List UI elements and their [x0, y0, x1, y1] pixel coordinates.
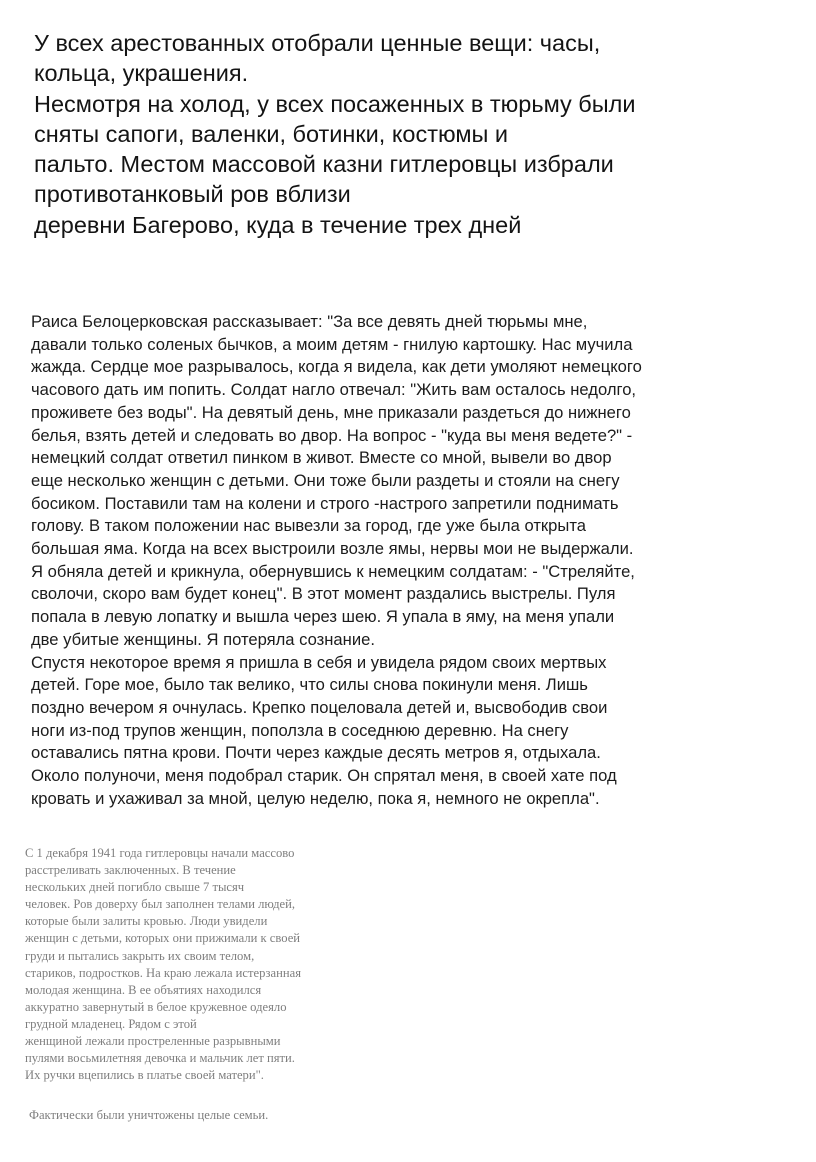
text-line: кровать и ухаживал за мной, целую неделю, пока я, немного не окрепла".	[31, 788, 600, 808]
text-line: поздно вечером я очнулась. Крепко поцеловала детей и, высвободив свои	[31, 697, 608, 717]
text-line: Около полуночи, меня подобрал старик. Он спрятал меня, в своей хате под	[31, 766, 617, 786]
text-line: проживете без воды". На девятый день, мне приказали раздеться до нижнего	[31, 402, 631, 422]
text-line: женщин с детьми, которых они прижимали к своей	[25, 931, 301, 946]
text-line: сняты сапоги, валенки, ботинки, костюмы и	[34, 120, 509, 147]
text-line: ноги из-под трупов женщин, поползла в соседнюю деревню. На снегу	[31, 720, 569, 740]
text-line: белья, взять детей и следовать во двор. На вопрос - "куда вы меня ведете?" -	[31, 425, 633, 445]
top-paragraph	[34, 28, 635, 240]
text-line: расстреливать заключенных. В течение	[25, 863, 236, 878]
text-line: детей. Горе мое, было так велико, что силы снова покинули меня. Лишь	[31, 675, 588, 695]
text-line: жажда. Сердце мое разрывалось, когда я видела, как дети умоляют немецкого	[31, 357, 642, 377]
text-line: Фактически были уничтожены целые семьи.	[29, 1108, 269, 1122]
text-line: две убитые женщины. Я потеряла сознание.	[31, 629, 375, 649]
text-line: пулями восьмилетняя девочка и мальчик лет пяти.	[25, 1051, 295, 1066]
text-line: кольца, украшения.	[34, 60, 249, 87]
text-line: большая яма. Когда на всех выстроили возле ямы, нервы мои не выдержали.	[31, 539, 634, 559]
text-line: которые были залиты кровью. Люди увидели	[25, 914, 268, 929]
text-line: голову. В таком положении нас вывезли за город, где уже была открыта	[31, 516, 586, 536]
text-line: женщиной лежали простреленные разрывными	[25, 1034, 281, 1049]
text-line: Их ручки вцепились в платье своей матери".	[25, 1068, 264, 1083]
text-line: Несмотря на холод, у всех посаженных в тюрьму были	[34, 90, 636, 117]
text-line: сволочи, скоро вам будет конец". В этот момент раздались выстрелы. Пуля	[31, 584, 616, 604]
text-line: У всех арестованных отобрали ценные вещи: часы,	[34, 30, 601, 56]
text-line: нескольких дней погибло свыше 7 тысяч	[25, 880, 245, 895]
text-line: давали только соленых бычков, а моим детям - гнилую картошку. Нас мучила	[31, 334, 633, 354]
text-line: С 1 декабря 1941 года гитлеровцы начали массово	[25, 846, 295, 860]
text-line: пальто. Местом массовой казни гитлеровцы избрали	[34, 151, 614, 178]
text-line: еще несколько женщин с детьми. Они тоже были раздеты и стояли на снегу	[31, 470, 620, 490]
grey-final-line	[29, 1107, 268, 1124]
text-line: попала в левую лопатку и вышла через шею. Я упала в яму, на меня упали	[31, 607, 615, 627]
text-line: человек. Ров доверху был заполнен телами людей,	[25, 897, 296, 912]
text-line: Спустя некоторое время я пришла в себя и увидела рядом своих мертвых	[31, 652, 607, 672]
text-line: Раиса Белоцерковская рассказывает: "За все девять дней тюрьмы мне,	[31, 312, 588, 331]
text-line: стариков, подростков. На краю лежала истерзанная	[25, 965, 301, 980]
testimony-paragraph	[31, 311, 642, 810]
text-line: груди и пытались закрыть их своим телом,	[25, 948, 255, 963]
text-line: босиком. Поставили там на колени и строго -настрого запретили поднимать	[31, 493, 619, 513]
text-line: Я обняла детей и крикнула, обернувшись к немецким солдатам: - "Стреляйте,	[31, 561, 635, 581]
text-line: аккуратно завернутый в белое кружевное одеяло	[25, 999, 287, 1014]
text-line: деревни Багерово, куда в течение трех дней	[34, 211, 522, 238]
text-line: грудной младенец. Рядом с этой	[25, 1016, 197, 1031]
text-line: часового дать им попить. Солдат нагло отвечал: "Жить вам осталось недолго,	[31, 380, 637, 400]
text-line: оставались пятна крови. Почти через каждые десять метров я, отдыхала.	[31, 743, 601, 763]
grey-paragraph	[25, 845, 301, 1084]
text-line: противотанковый ров вблизи	[34, 181, 351, 208]
text-line: молодая женщина. В ее объятиях находился	[25, 982, 262, 997]
text-line: немецкий солдат ответил пинком в живот. Вместе со мной, вывели во двор	[31, 448, 612, 468]
